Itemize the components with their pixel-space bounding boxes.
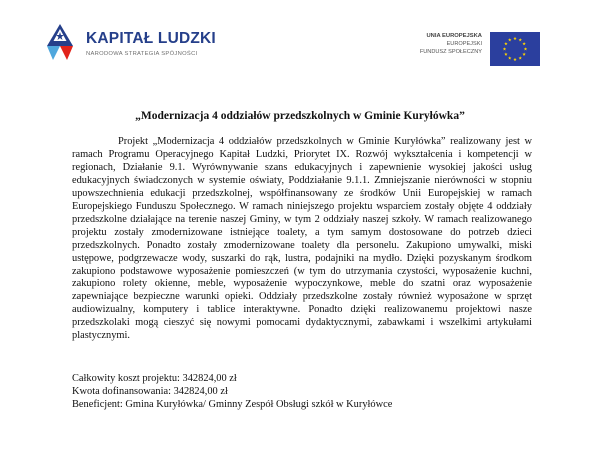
document-title: „Modernizacja 4 oddziałów przedszkolnych w Gminie Kuryłówka” (135, 110, 465, 122)
kapital-ludzki-logo (42, 22, 242, 68)
header-logos (0, 0, 600, 92)
document-body: Projekt „Modernizacja 4 oddziałów przedszkolnych w Gminie Kuryłówka” realizowany jest w ramach Programu Operacyjnego Kapitał Ludzki, Priorytet IX. Rozwój wykształcenia i kompetencji w regionach, Działanie 9.1. Wyrównywanie szans edukacyjnych i zapewnienie wysokiej jakości usług edukacyjnych świadczonych w systemie oświaty, Poddziałanie 9.1.1. Zmniejszanie nierówności w stopniu upowszechnienia edukacji przedszkolnej, współfinansowany ze środków Unii Europejskiej w ramach Europejskiego Funduszu Społecznego. W ramach niniejszego projektu wsparciem zostały objęte 4 oddziały przedszkolne działające na terenie naszej Gminy, w tym 2 oddziały naszej szkoły. W ramach realizowanego projektu zostały zmodernizowane istniejące toalety, a tym samym dostosowane do potrzeb dzieci przedszkolnych. Ponadto zostały zmodernizowane toalety dla personelu. Zakupiono umywalki, miski ustępowe, podgrzewacze wody, suszarki do rąk, lustra, podajniki na mydło. Dzięki pozyskanym środkom zakupiono podstawowe wyposażenie pomieszczeń (w tym do utrzymania czystości, wyposażenie kuchni, zakupiono rolety okienne, meble, wyposażenie wypoczynkowe, meble do szatni oraz wyposażenie zapewniające bezpieczne warunki opieki. Oddziały przedszkolne zostały również wyposażone w sprzęt audiowizualny, komputery i tablice interaktywne. Ponadto dzięki realizowanemu projektowi nasze przedszkolaki mogą cieszyć się nowymi pomocami dydaktycznymi, zabawkami i wszelkimi artykułami plastycznymi. (72, 136, 532, 342)
eu-fund-line1: EUROPEJSKI (446, 41, 482, 47)
kapital-ludzki-subtitle: NARODOWA STRATEGIA SPÓJNOŚCI (86, 51, 198, 57)
eu-logo-text (420, 32, 482, 56)
eu-flag-icon (490, 32, 540, 66)
eu-logo (400, 32, 540, 68)
project-summary (72, 372, 532, 411)
funding-amount: Kwota dofinansowania: 342824,00 zł (72, 386, 228, 397)
eu-fund-line2: FUNDUSZ SPOŁECZNY (419, 49, 482, 55)
total-cost: Całkowity koszt projektu: 342824,00 zł (72, 373, 237, 384)
eu-name: UNIA EUROPEJSKA (426, 33, 482, 39)
kapital-ludzki-title: KAPITAŁ LUDZKI (86, 30, 216, 47)
beneficiary: Beneficjent: Gmina Kuryłówka/ Gminny Zespół Obsługi szkół w Kuryłówce (72, 399, 393, 410)
kapital-ludzki-emblem-icon (42, 22, 78, 66)
